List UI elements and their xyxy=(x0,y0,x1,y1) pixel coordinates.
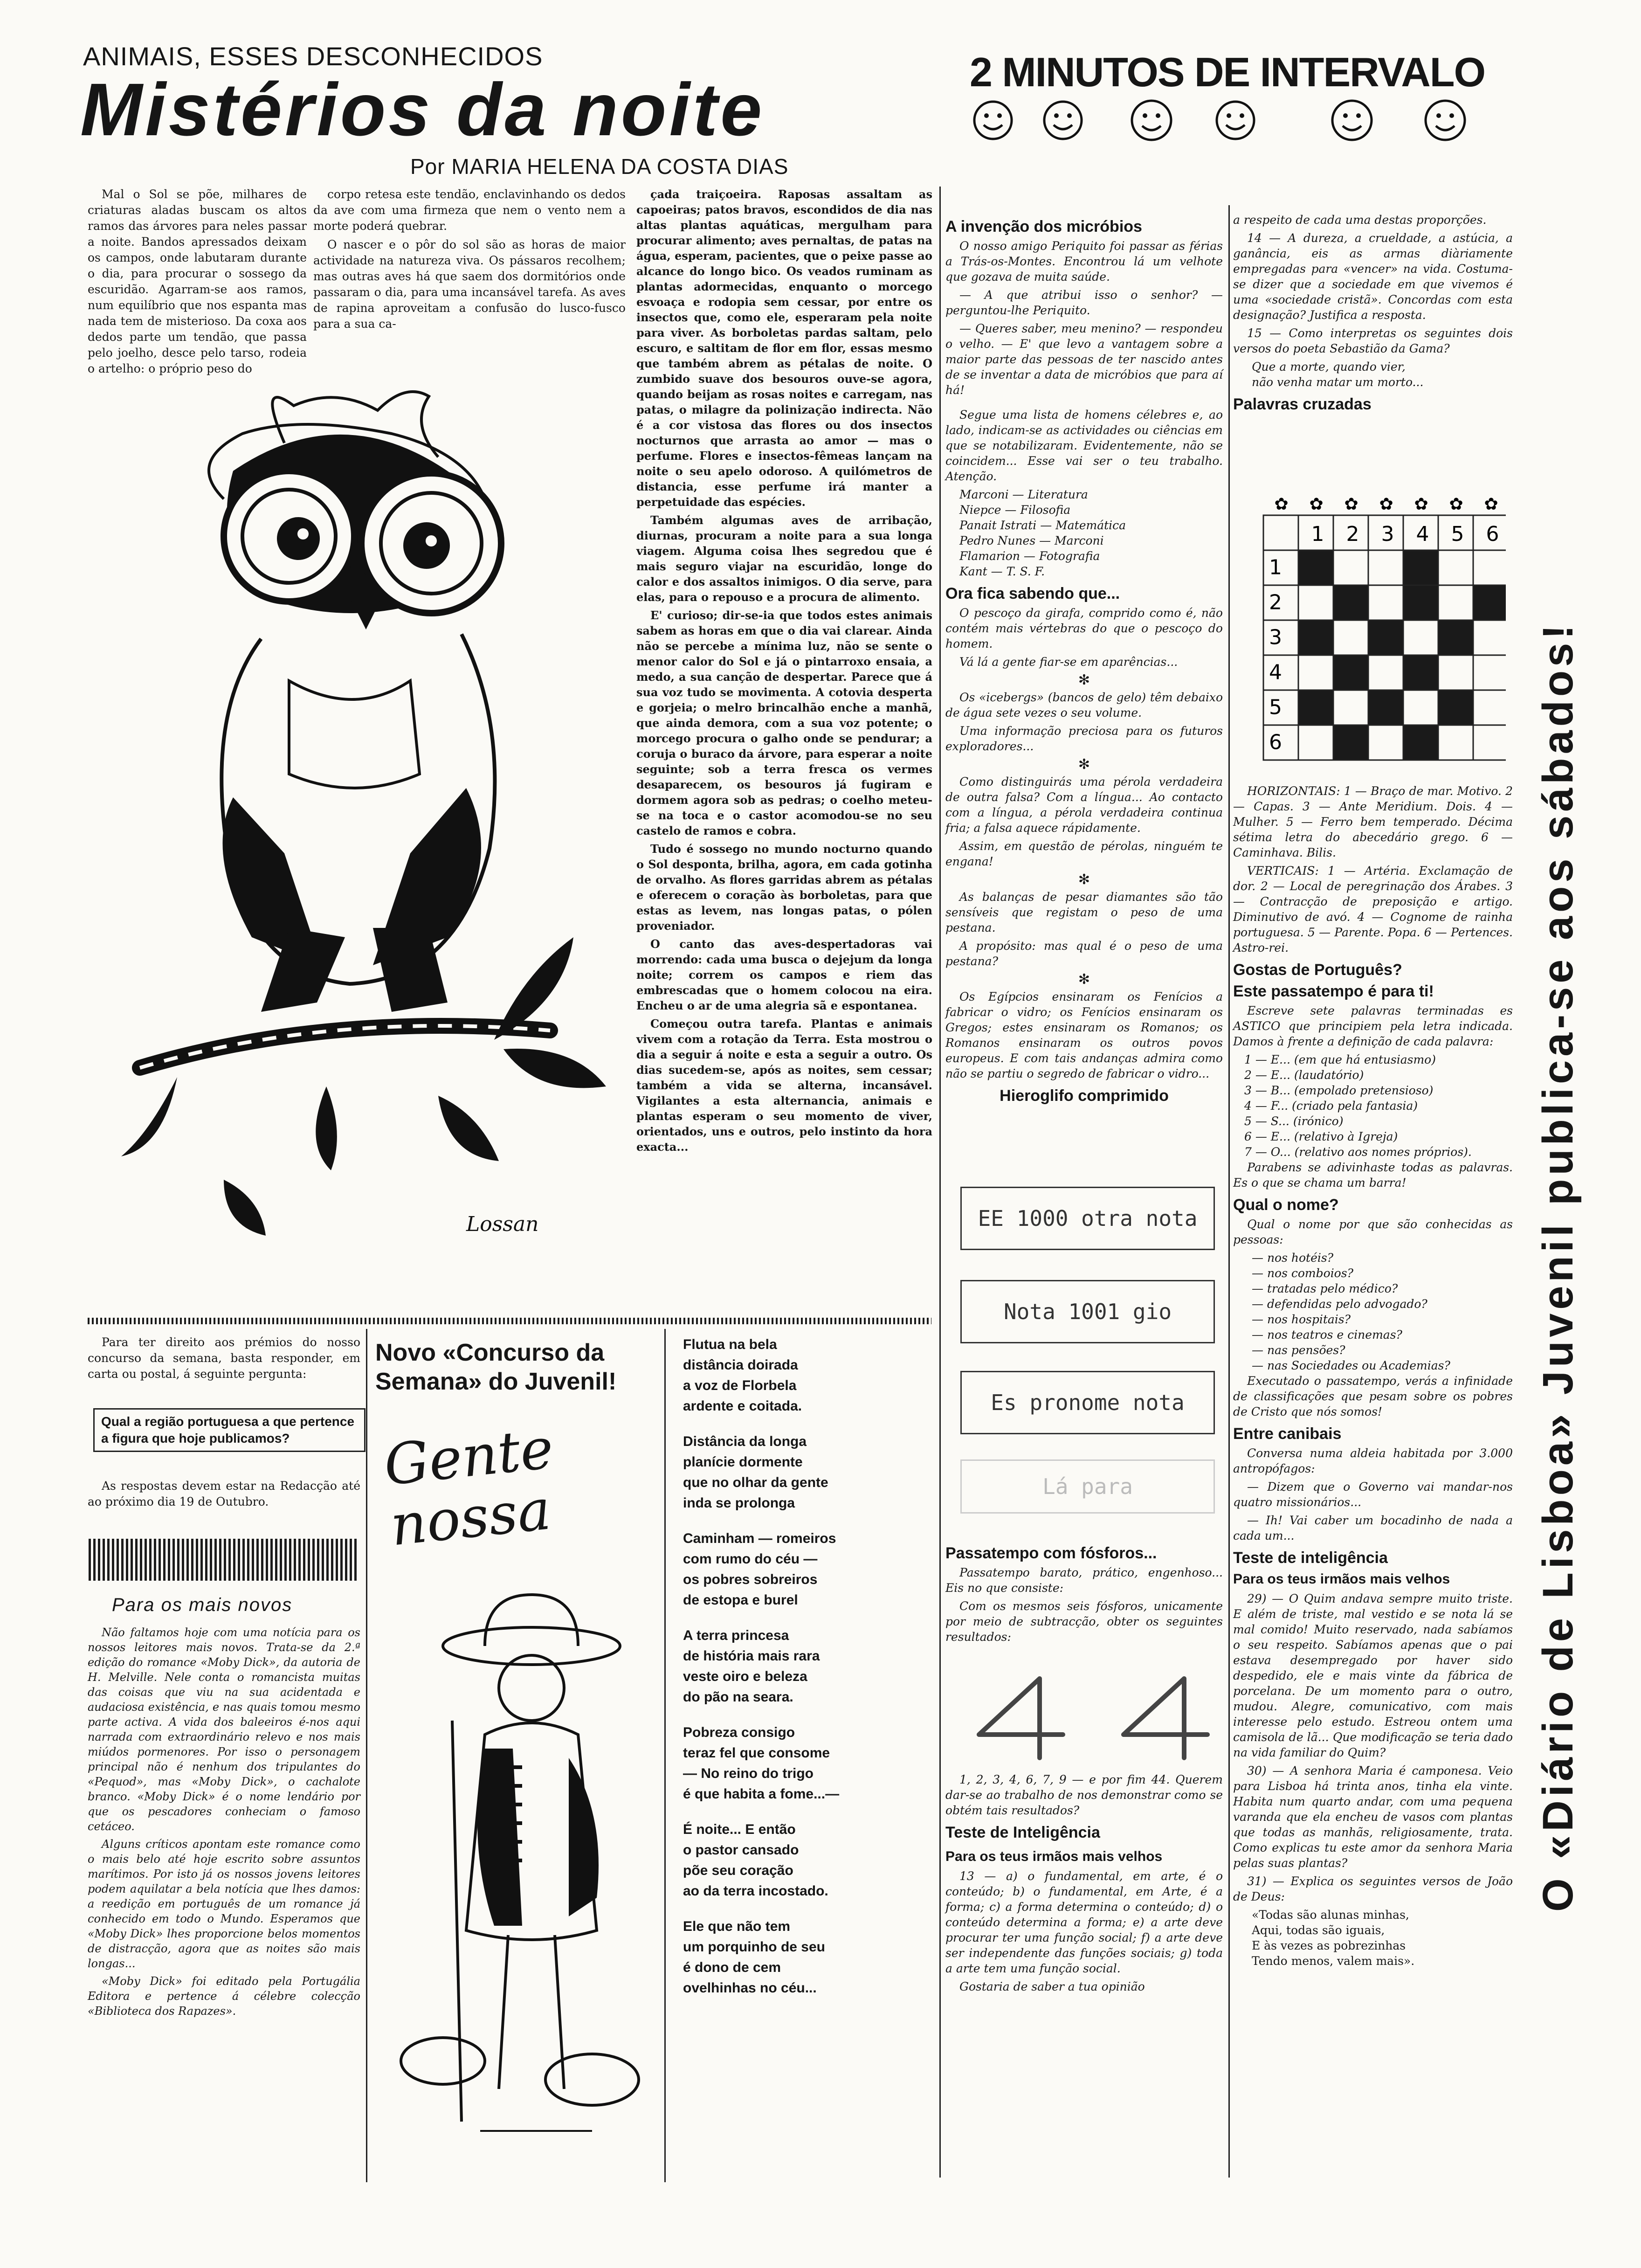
banner-2-minutos xyxy=(956,50,1499,144)
crossword-row-number: 1 xyxy=(1269,555,1282,580)
text: Passatempo barato, prático, engenhoso... Eis no que consiste: xyxy=(945,1566,1223,1595)
contest-deadline: As respostas devem estar na Redacção até ao próximo dia 19 de Outubro. xyxy=(88,1479,360,1508)
crossword-column-number: 6 xyxy=(1486,522,1499,546)
asterisk-divider: ✻ xyxy=(1078,756,1090,773)
poem-line: Caminham — romeiros xyxy=(683,1531,836,1546)
verse xyxy=(1233,359,1513,390)
list-item: — nos hotéis? xyxy=(1252,1251,1334,1265)
poem-line: com rumo do céu — xyxy=(683,1551,818,1567)
poem-stanza xyxy=(683,1819,935,1902)
crossword-row-number: 3 xyxy=(1269,625,1282,650)
text: O pescoço da girafa, comprido como é, não contém mais vértebras do que o pescoço do homem. xyxy=(945,606,1223,650)
poem-line: de história mais rara xyxy=(683,1648,820,1664)
crossword-cell xyxy=(1298,725,1333,760)
poem-line: que no olhar da gente xyxy=(683,1475,828,1490)
column-rule xyxy=(939,187,941,2178)
list-item: Panait Istrati — Matemática xyxy=(959,519,1126,532)
poem-stanza xyxy=(683,1335,935,1417)
section-heading: Palavras cruzadas xyxy=(1233,395,1372,413)
crossword-black-cell xyxy=(1333,585,1368,620)
crossword-column-number: 1 xyxy=(1311,522,1324,546)
text: 1, 2, 3, 4, 6, 7, 9 — e por fim 44. Querem dar-se ao trabalho de nos demonstrar como se obtém tais resultados? xyxy=(945,1773,1223,1817)
flower-ornament: ✿ xyxy=(1344,495,1358,514)
crossword-cell xyxy=(1438,725,1473,760)
famous-people-list xyxy=(945,487,1223,579)
text: O nosso amigo Periquito foi passar as férias a Trás-os-Montes. Encontrou lá um velhote que gozava de muita saúde. xyxy=(945,239,1223,284)
crossword-cell xyxy=(1333,690,1368,725)
text: 30) — A senhora Maria é camponesa. Veio para Lisboa há trinta anos, tinha ela vinte. Habita num quarto andar, com uma pequena varanda que ela encheu de vasos com plantas que todas as manhãs, religiosamente, trata. Como explicas tu este amor da senhora Maria pelas suas plantas? xyxy=(1233,1764,1513,1870)
flower-ornament: ✿ xyxy=(1309,495,1324,514)
text: Assim, em questão de pérolas, ninguém te engana! xyxy=(945,839,1223,868)
column-3-lower xyxy=(945,1539,1223,1647)
crossword-column-number: 3 xyxy=(1381,522,1394,546)
text: Gostaria de saber a tua opinião xyxy=(959,1980,1145,1993)
section-heading: A invenção dos micróbios xyxy=(945,218,1142,235)
list-item: Kant — T. S. F. xyxy=(959,565,1045,578)
crossword-black-cell xyxy=(1333,655,1368,690)
text: Segue uma lista de homens célebres e, ao lado, indicam-se as actividades ou ciências em que se notabilizaram. Evidentemente, não se coincidem... Esse vai ser o teu trabalho. Atenção. xyxy=(945,408,1223,483)
crossword-column-number: 4 xyxy=(1416,522,1429,546)
poem-line: A terra princesa xyxy=(683,1628,789,1643)
crossword-row-number: 2 xyxy=(1269,590,1282,615)
poem-line: teraz fel que consome xyxy=(683,1745,830,1761)
section-heading: Teste de Inteligência xyxy=(945,1824,1100,1841)
poem-line: inda se prolonga xyxy=(683,1495,795,1511)
crossword-cell xyxy=(1473,725,1506,760)
crossword-cell xyxy=(1368,655,1403,690)
article-paragraph: corpo retesa este tendão, enclavinhando os dedos da ave com uma firmeza que nem o vento nem a morte poderá quebrar. xyxy=(313,187,626,233)
crossword-cell xyxy=(1368,550,1403,585)
verse xyxy=(1233,1907,1513,1969)
crossword-cell xyxy=(1263,515,1298,550)
figure-caption: Gente nossa xyxy=(381,1416,557,1559)
crossword-row-number: 5 xyxy=(1269,695,1282,719)
text: 29) — O Quim andava sempre muito triste. E além de triste, mal vestido e se nota lá se mal comido! Muito reservado, nada sabíamos o seu respeito. Sabíamos apenas que o pai estava desempregado por haver sido despedido, ele e mais vinte da fábrica de porcelana. De um momento para o outro, mudou. Alegre, comunicativo, com mais interesse pelo estudo. Estreou ontem uma camisola de lã... Que modificação se teria dado na vida familiar do Quim? xyxy=(1233,1592,1513,1759)
crossword-cell xyxy=(1333,550,1368,585)
word-list xyxy=(1233,1052,1513,1160)
verse-line: não venha matar um morto... xyxy=(1252,375,1424,389)
asterisk-divider: ✻ xyxy=(1078,971,1090,988)
text: HORIZONTAIS: 1 — Braço de mar. Motivo. 2 — Capas. 3 — Ante Meridium. Dois. 4 — Mulher. 5 — Ferro bem temperado. Décima sétima letra do abecedário grego. 6 — Caminhava. Bilis. xyxy=(1233,784,1513,859)
asterisk-divider: ✻ xyxy=(1078,672,1090,688)
asterisk-divider: ✻ xyxy=(1078,871,1090,888)
article-paragraph: çada traiçoeira. Raposas assaltam as capoeiras; patos bravos, escondidos de dia nas altas plantas aquáticas, mergulham para procurar alimento; aves pernaltas, de patas na água, esperam, pacientes, que o peixe passe ao alcance do longo bico. Os veados ruminam as plantas adormecidas, enquanto o morcego esvoaça e rodopia sem cessar, por entre os insectos que, como ele, esperaram pela noite para viver. As borboletas pardas saltam, pelo escuro, e saltitam de flor em flor, essas mesmo que também abrem as pétalas de noite. O zumbido suave dos besouros ouve-se agora, quando beijam as rosas noites e carregam, nas patas, o milagre da polinização indirecta. Não é a cor vistosa das flores ou dos insectos nocturnos que arrasta ao amor — mas o perfume. Flores e insectos-fêmeas lançam na noite o seu apelo odoroso. A quilómetros de distancia, esse perfume irá manter a perpetuidade das espécies. xyxy=(636,187,932,509)
contest-block xyxy=(88,1335,360,1385)
poem-line: é que habita a fome...— xyxy=(683,1786,840,1802)
poem-line: ovelhinhas no céu... xyxy=(683,1980,817,1996)
crossword-black-cell xyxy=(1298,690,1333,725)
crossword-cell xyxy=(1473,655,1506,690)
text: Os Egípcios ensinaram os Fenícios a fabricar o vidro; os Fenícios ensinaram os Gregos; estes ensinaram os Romanos; os Romanos ensinaram os outros povos europeus. E com tais andanças admira como não se partiu o segredo de fabricar o vidro... xyxy=(945,990,1223,1080)
poem-line: — No reino do trigo xyxy=(683,1766,814,1781)
list-item: Niepce — Filosofia xyxy=(959,503,1071,517)
article-paragraph: Também algumas aves de arribação, diurnas, procuram a noite para a sua longa viagem. Alguma coisa lhes segredou que é mais seguro viajar na escuridão, longe do calor e dos assaltos inimigos. O dia serve, para elas, para o repouso e a procura de alimento. xyxy=(636,513,932,604)
crossword-cell xyxy=(1438,655,1473,690)
crossword-black-cell xyxy=(1298,620,1333,655)
crossword-black-cell xyxy=(1403,725,1438,760)
section-heading: Gostas de Português? xyxy=(1233,961,1402,979)
text: Escreve sete palavras terminadas es ASTICO que principiem pela letra indicada. Damos à frente a definição de cada palavra: xyxy=(1233,1004,1513,1048)
flower-ornament: ✿ xyxy=(1414,495,1428,514)
section-subheading: Este passatempo é para ti! xyxy=(1233,982,1434,1000)
verse-line: Que a morte, quando vier, xyxy=(1252,360,1406,373)
column-3 xyxy=(945,212,1223,1107)
text: — Ih! Vai caber um bocadinho de nada a cada um... xyxy=(1233,1514,1513,1542)
crossword-cell xyxy=(1473,620,1506,655)
text: 15 — Como interpretas os seguintes dois versos do poeta Sebastião da Gama? xyxy=(1233,326,1513,355)
text: Os «icebergs» (bancos de gelo) têm debaixo de água sete vezes o seu volume. xyxy=(945,691,1223,719)
column-4 xyxy=(1233,212,1513,416)
column-rule xyxy=(1228,205,1230,2178)
column-rule xyxy=(366,1329,367,2182)
text: VERTICAIS: 1 — Artéria. Exclamação de dor. 2 — Local de peregrinação dos Árabes. 3 — Contracção de preposição e artigo. Diminutivo de avó. 4 — Cognome de rainha portuguesa. 5 — Parente. Popa. 6 — Pertences. Astro-rei. xyxy=(1233,864,1513,954)
list-item: 2 — E... (laudatório) xyxy=(1244,1068,1364,1082)
hieroglyph-box: EE 1000 otra nota xyxy=(960,1187,1215,1250)
list-item: — tratadas pelo médico? xyxy=(1252,1282,1398,1295)
hieroglyph-box: Lá para xyxy=(960,1459,1215,1514)
flower-ornament: ✿ xyxy=(1379,495,1393,514)
crossword-black-cell xyxy=(1368,690,1403,725)
hieroglyph-box: Es pronome nota xyxy=(960,1371,1215,1434)
article-paragraph: O canto das aves-despertadoras vai morrendo: cada uma busca o dejejum da longa noite; correm os campos e riem das embrescadas que o homem colocou na eira. Encheu o ar de uma alegria sã e espontanea. xyxy=(636,937,932,1012)
crossword-cell xyxy=(1298,655,1333,690)
poem-line: Distância da longa xyxy=(683,1434,807,1449)
list-item: 7 — O... (relativo aos nomes próprios). xyxy=(1244,1145,1472,1159)
crossword-black-cell xyxy=(1403,585,1438,620)
poem-line: põe seu coração xyxy=(683,1863,793,1878)
crossword-black-cell xyxy=(1403,655,1438,690)
crossword-column-number: 5 xyxy=(1451,522,1464,546)
hieroglyph-box: Nota 1001 gio xyxy=(960,1280,1215,1343)
contest-title: Novo «Concurso da Semana» do Juvenil! xyxy=(375,1339,617,1395)
poem-line: Pobreza consigo xyxy=(683,1725,795,1740)
section-subheading: Para os teus irmãos mais velhos xyxy=(945,1849,1163,1864)
poem-stanza xyxy=(683,1916,935,1998)
text: Qual o nome por que são conhecidas as pessoas: xyxy=(1233,1217,1513,1246)
text: A propósito: mas qual é o peso de uma pestana? xyxy=(945,939,1223,968)
poem-line: ao da terra incostado. xyxy=(683,1883,828,1899)
section-heading: Passatempo com fósforos... xyxy=(945,1544,1157,1562)
name-list xyxy=(1233,1250,1513,1373)
poem-line: distância doirada xyxy=(683,1357,798,1373)
list-item: — nas Sociedades ou Academias? xyxy=(1252,1359,1450,1372)
poem-stanza xyxy=(683,1528,935,1611)
novos-paragraph: Alguns críticos apontam este romance como o mais belo até hoje escrito sobre assuntos marítimos. Por isto já os nossos jovens leitores podem aquilatar a bela notícia que lhes damos: a reedição em português de um romance já conhecido em todo o Mundo. Esperamos que «Moby Dick» lhes proporcione belos momentos de distracção, agora que as noites são mais longas... xyxy=(88,1838,360,1970)
crossword-black-cell xyxy=(1473,585,1506,620)
article-paragraph: O nascer e o pôr do sol são as horas de maior actividade na natureza viva. Os pássaros recolhem; mas outras aves há que saem dos dormitórios onde passaram o dia, para uma incansável tarefa. As aves de rapina aproveitam a confusão do lusco-fusco para a sua ca- xyxy=(313,238,626,331)
crossword-black-cell xyxy=(1403,550,1438,585)
section-divider xyxy=(89,1539,357,1581)
byline: Por MARIA HELENA DA COSTA DIAS xyxy=(410,154,789,179)
verse-line: «Todas são alunas minhas, xyxy=(1252,1908,1409,1922)
poem-stanza xyxy=(683,1625,935,1708)
page-title: Mistérios da noite xyxy=(80,68,765,151)
flower-ornament: ✿ xyxy=(1274,495,1289,514)
text: Conversa numa aldeia habitada por 3.000 antropófagos: xyxy=(1233,1446,1513,1475)
text: Como distinguirás uma pérola verdadeira de outra falsa? Com a língua... Ao contacto com a língua, a pérola verdadeira continua fria; a falsa aquece rápidamente. xyxy=(945,775,1223,835)
crossword-cell xyxy=(1403,620,1438,655)
poem-stanza xyxy=(683,1722,935,1805)
list-item: 5 — S... (irónico) xyxy=(1244,1114,1344,1128)
list-item: — nos comboios? xyxy=(1252,1266,1353,1280)
section-subheading: Para os teus irmãos mais velhos xyxy=(1233,1571,1450,1587)
poem-line: do pão na seara. xyxy=(683,1689,793,1705)
crossword-row-number: 6 xyxy=(1269,730,1282,754)
list-item: 6 — E... (relativo à Igreja) xyxy=(1244,1130,1398,1143)
poem-line: veste oiro e beleza xyxy=(683,1669,807,1684)
crossword-cell xyxy=(1403,690,1438,725)
list-item: 4 — F... (criado pela fantasia) xyxy=(1244,1099,1418,1113)
flower-ornament: ✿ xyxy=(1484,495,1498,514)
article-paragraph: Tudo é sossego no mundo nocturno quando o Sol desponta, brilha, agora, em cada gotinha de orvalho. As flores garridas abrem as pétalas e oferecem o coração às borboletas, para que estas as levem, nas longas patas, o pólen proveniador. xyxy=(636,842,932,933)
crossword-black-cell xyxy=(1333,725,1368,760)
list-item: — nas pensões? xyxy=(1252,1343,1345,1357)
poem-line: a voz de Florbela xyxy=(683,1378,797,1393)
text: Com os mesmos seis fósforos, unicamente por meio de subtracção, obter os seguintes resultados: xyxy=(945,1599,1223,1644)
text: Parabens se adivinhaste todas as palavras. Es o que se chama um barra! xyxy=(1233,1161,1513,1189)
list-item: Marconi — Literatura xyxy=(959,488,1088,501)
text: As balanças de pesar diamantes são tão sensíveis que registam o peso de uma pestana. xyxy=(945,890,1223,934)
poem-line: ardente e coitada. xyxy=(683,1398,802,1414)
crossword-cell xyxy=(1473,690,1506,725)
shepherd-illustration xyxy=(392,1581,653,2154)
text: Vá lá a gente fiar-se em aparências... xyxy=(959,655,1178,669)
novos-heading: Para os mais novos xyxy=(112,1595,293,1615)
crossword-cell xyxy=(1438,585,1473,620)
list-item: 1 — E... (em que há entusiasmo) xyxy=(1244,1053,1436,1066)
text: 13 — a) o fundamental, em arte, é o conteúdo; b) o fundamental, em Arte, é a forma; c) a forma determina o conteúdo; d) o conteúdo determina a forma; e) a arte deve procurar ter uma função social; f) a arte deve ser independente das funções sociais; g) toda a arte tem uma função social. xyxy=(945,1869,1223,1975)
novos-paragraph: «Moby Dick» foi editado pela Portugália Editora e pertence á célebre colecção «Biblioteca dos Rapazes». xyxy=(88,1975,360,2018)
list-item: — defendidas pelo advogado? xyxy=(1252,1297,1427,1311)
list-item: Pedro Nunes — Marconi xyxy=(959,534,1104,547)
verse-line: Aqui, todas são iguais, xyxy=(1252,1923,1385,1937)
crossword-black-cell xyxy=(1368,620,1403,655)
kicker: ANIMAIS, ESSES DESCONHECIDOS xyxy=(83,41,543,71)
crossword-black-cell xyxy=(1298,550,1333,585)
flower-ornament: ✿ xyxy=(1449,495,1463,514)
contest-question: Qual a região portuguesa a que pertence a figura que hoje publicamos? xyxy=(93,1408,365,1452)
article-paragraph: Mal o Sol se põe, milhares de criaturas aladas buscam os altos ramos das árvores para neles passar a noite. Bandos apressados deixam os campos, onde labutaram durante o dia, para procurar o sossego da escuridão. Agarram-se aos ramos, num equilíbrio que nos espanta mas nada tem de misterioso. Da coxa aos dedos parte um tendão, que passa pelo joelho, desce pelo tarso, rodeia o artelho: o próprio peso do xyxy=(88,187,307,375)
verse-line: E às vezes as pobrezinhas xyxy=(1252,1939,1406,1952)
poem-line: planície dormente xyxy=(683,1454,803,1470)
text: — Queres saber, meu menino? — respondeu o velho. — E' que levo a vantagem sobre a maior parte das pessoas de ter nascido antes de se inventar a data de micróbios que para aí há! xyxy=(945,322,1223,397)
crossword-black-cell xyxy=(1438,690,1473,725)
poem-line: é dono de cem xyxy=(683,1960,781,1975)
text: — A que atribui isso o senhor? — perguntou-lhe Periquito. xyxy=(945,288,1223,317)
vertical-banner: O «Diário de Lisboa» Juvenil publica-se aos sábados! xyxy=(1534,621,1582,1912)
crossword-cell xyxy=(1368,725,1403,760)
section-heading: Teste de inteligência xyxy=(1233,1549,1388,1567)
text: 31) — Explica os seguintes versos de João de Deus: xyxy=(1233,1874,1513,1903)
text: 14 — A dureza, a crueldade, a astúcia, a ganância, eis as armas diàriamente empregadas para «vencer» na vida. Costuma-se dizer que a sociedade em que vivemos é uma «sociedade cristã». Concordas com esta designação? Justifica a resposta. xyxy=(1233,231,1513,322)
banner-text: 2 MINUTOS DE INTERVALO xyxy=(969,49,1485,95)
crossword-cell xyxy=(1333,620,1368,655)
article-paragraph: Começou outra tarefa. Plantas e animais vivem com a rotação da Terra. Esta mostrou o dia a seguir á noite e esta a seguir a outro. Os dias sucedem-se, após as noites, sem cessar; também a vida se alterna, incansável. Vigilantes a esta alternancia, animais e plantas esperam o seu momento de viver, orientados, uns e outros, pelo instinto da hora exacta... xyxy=(636,1017,932,1154)
poem-line: um porquinho de seu xyxy=(683,1939,825,1955)
article-col-2 xyxy=(313,187,626,335)
text: Uma informação preciosa para os futuros exploradores... xyxy=(945,724,1223,753)
crossword-column-number: 2 xyxy=(1346,522,1359,546)
poem-line: o pastor cansado xyxy=(683,1842,799,1858)
text: Executado o passatempo, verás a infinidade de classificações que pesam sobre os pobres de Cristo que nós somos! xyxy=(1233,1374,1513,1418)
novos-paragraph: Não faltamos hoje com uma notícia para os nossos leitores mais novos. Trata-se da 2.ª edição do romance «Moby Dick», da autoria de H. Melville. Nele conta o romancista muitas das coisas que viu na sua acidentada e audaciosa existência, e nas quais tomou mesmo parte activa. A vida dos baleeiros é-nos aqui narrada com extraordinário relevo e nos mais miúdos pormenores. Por isso o personagem principal não é nenhum dos tripulantes do «Pequod», mas «Moby Dick», o cachalote branco. «Moby Dick» é o nome lendário por que os pescadores conheciam o famoso cetáceo. xyxy=(88,1626,360,1833)
crossword-cell xyxy=(1438,550,1473,585)
poem-line: Flutua na bela xyxy=(683,1337,777,1352)
poem xyxy=(683,1335,935,2013)
column-rule xyxy=(664,1329,666,2182)
illustrator-signature: Lossan xyxy=(466,1212,539,1236)
text: a respeito de cada uma destas proporções. xyxy=(1233,213,1487,227)
crossword-black-cell xyxy=(1438,620,1473,655)
article-paragraph: E' curioso; dir-se-ia que todos estes animais sabem as horas em que o dia vai clarear. Ainda não se percebe a mínima luz, não se sente o menor calor do Sol e já o pintarroxo ensaia, a medo, a sua canção de despertar. Parece que á sua voz tudo se movimenta. A cotovia desperta e gorjeia; o melro brincalhão enche a manhã, que ainda demora, com a sua voz potente; o morcego procura o galho onde se pendurar; a coruja o buraco da árvore, para esperar a noite seguinte; sob a terra fresca os vermes desaparecem, os besouros já fugiram e dormem agora sob as pedras; o coelho meteu-se na toca e o castor acomodou-se no seu castelo de ramos e cobra. xyxy=(636,608,932,837)
text: — Dizem que o Governo vai mandar-nos quatro missionários... xyxy=(1233,1480,1513,1509)
crossword-cell xyxy=(1298,585,1333,620)
section-heading: Hieroglifo comprimido xyxy=(1000,1087,1169,1105)
list-item: — nos hospitais? xyxy=(1252,1313,1351,1326)
contest-intro: Para ter direito aos prémios do nosso concurso da semana, basta responder, em carta ou postal, á seguinte pergunta: xyxy=(88,1335,360,1381)
poem-line: os pobres sobreiros xyxy=(683,1572,818,1587)
column-4-lower xyxy=(1233,783,1513,1969)
poem-line: de estopa e burel xyxy=(683,1592,798,1608)
contest-deadline-block xyxy=(88,1478,360,1513)
section-divider xyxy=(88,1318,931,1324)
section-heading: Ora fica sabendo que... xyxy=(945,585,1120,602)
owl-illustration xyxy=(84,378,625,1282)
verse-line: Tendo menos, valem mais». xyxy=(1252,1954,1415,1968)
list-item: 3 — B... (empolado pretensioso) xyxy=(1244,1084,1434,1097)
crossword-grid xyxy=(1231,487,1506,776)
section-heading: Entre canibais xyxy=(1233,1425,1342,1443)
crossword-cell xyxy=(1473,550,1506,585)
poem-line: É noite... E então xyxy=(683,1822,796,1837)
crossword-cell xyxy=(1368,585,1403,620)
section-heading: Qual o nome? xyxy=(1233,1196,1339,1214)
article-col-3 xyxy=(636,187,932,1157)
novos-block xyxy=(88,1625,360,2021)
matchstick-figure xyxy=(960,1669,1221,1763)
column-3-bottom xyxy=(945,1772,1223,1997)
crossword-row-number: 4 xyxy=(1269,660,1282,685)
list-item: Flamarion — Fotografia xyxy=(959,549,1100,563)
poem-line: Ele que não tem xyxy=(683,1919,791,1934)
poem-stanza xyxy=(683,1431,935,1514)
list-item: — nos teatros e cinemas? xyxy=(1252,1328,1402,1341)
article-col-1 xyxy=(88,187,307,380)
